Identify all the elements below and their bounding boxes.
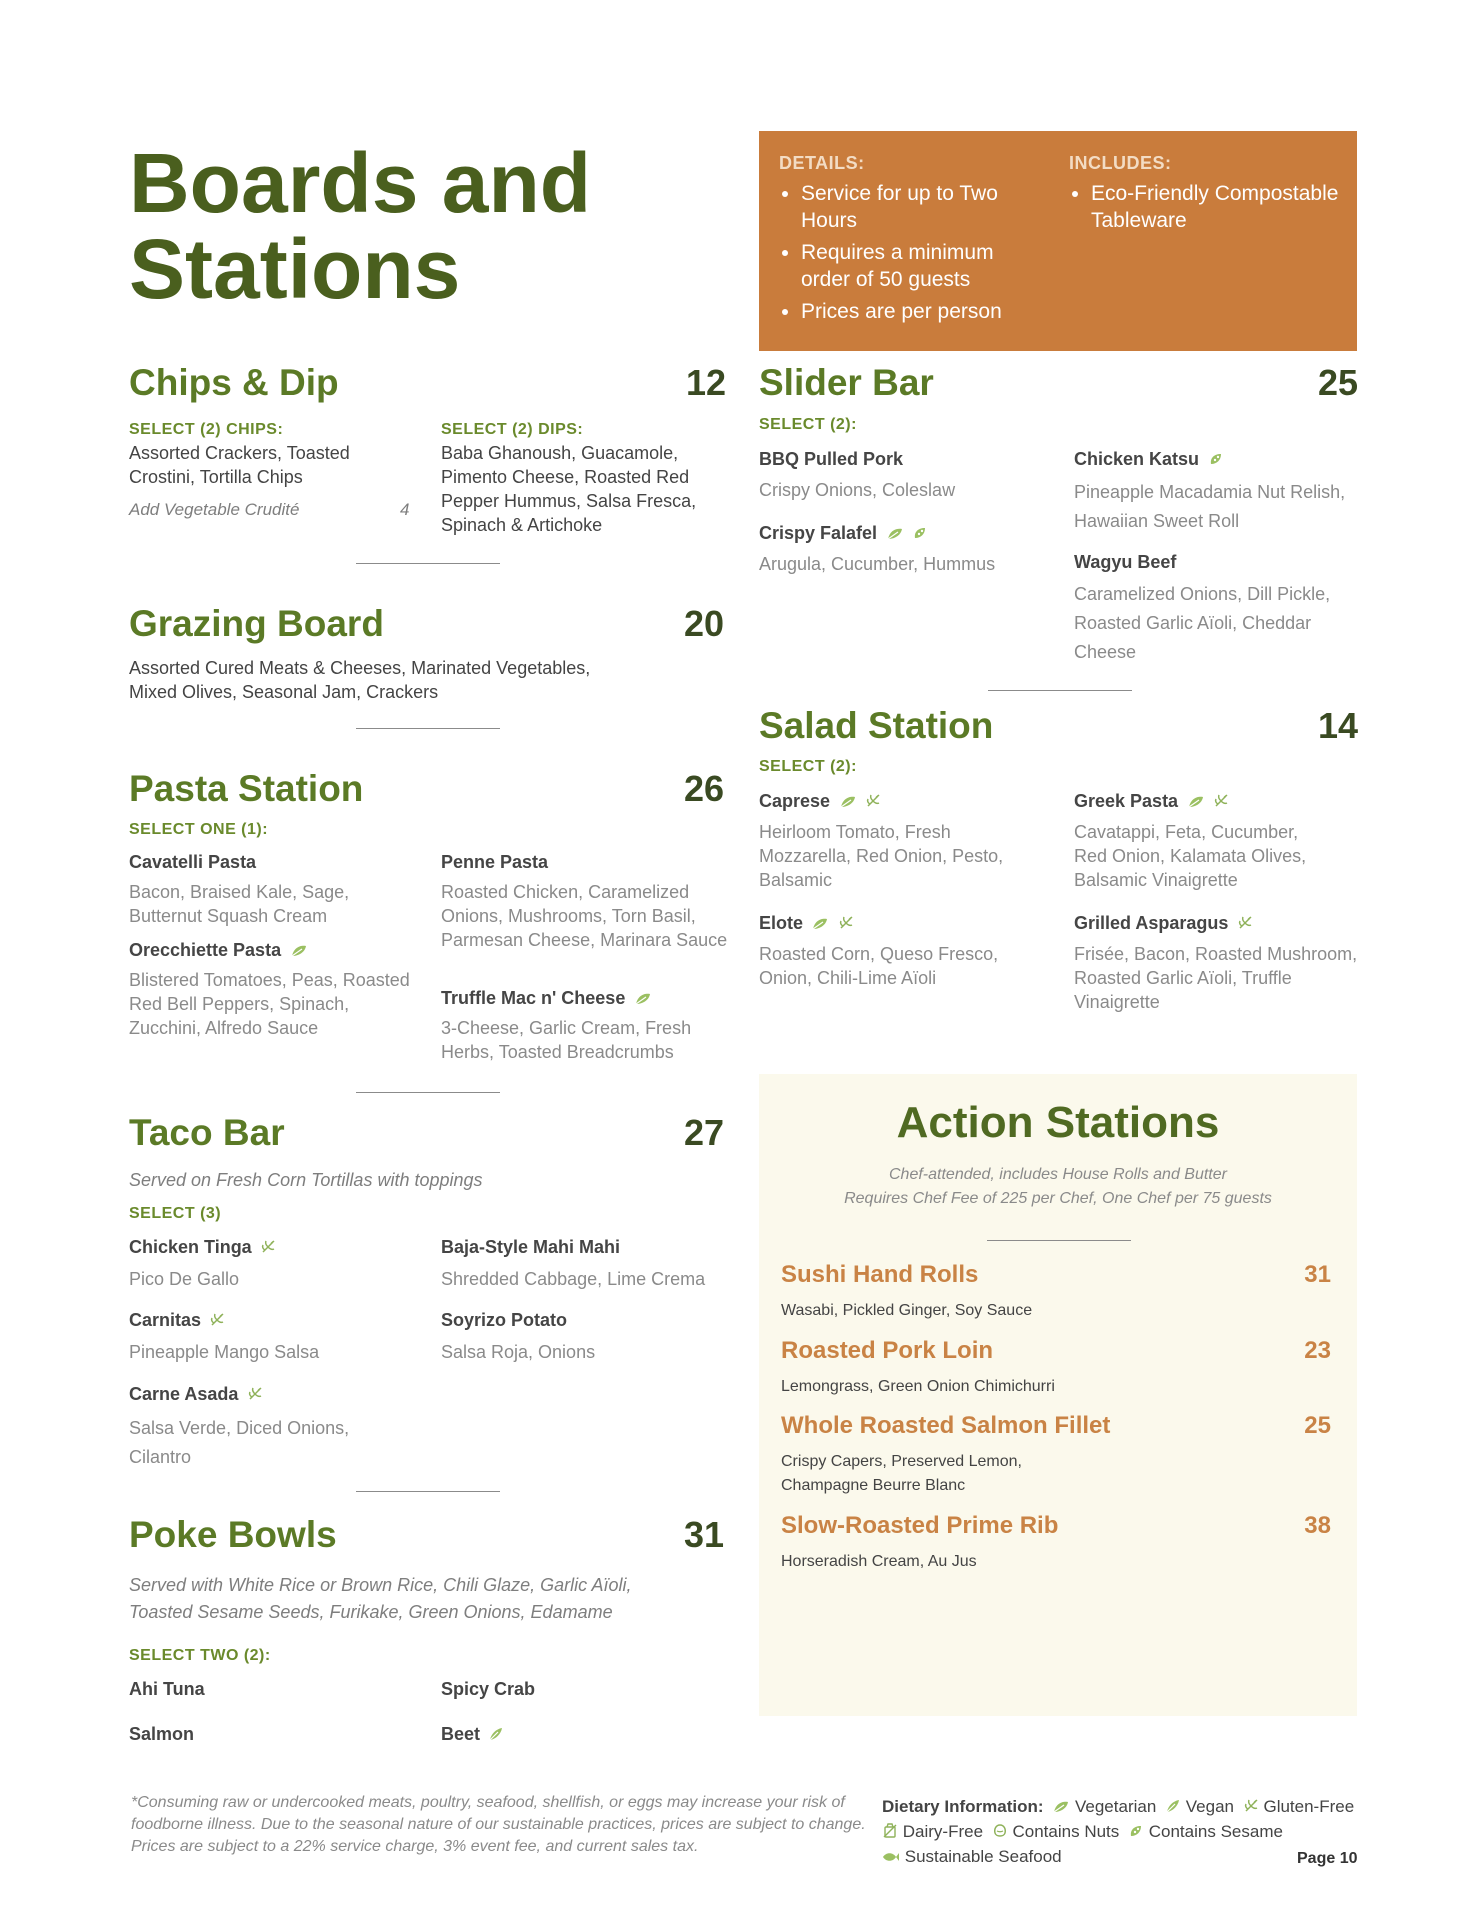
slider-title: Slider Bar — [759, 362, 934, 403]
legend-sesame: Contains Sesame — [1148, 1822, 1283, 1841]
dairy-free-icon — [882, 1823, 898, 1839]
action-item-price: 23 — [1304, 1337, 1331, 1364]
legend-dairy-free: Dairy-Free — [902, 1822, 984, 1841]
slider-item-name: BBQ Pulled Pork — [759, 449, 904, 469]
slider-item-desc: Crispy Onions, Coleslaw — [759, 480, 956, 500]
gluten-free-icon — [865, 793, 881, 809]
grazing-text: Assorted Cured Meats & Cheeses, Marinated Vegetables, Mixed Olives, Seasonal Jam, Crackers — [129, 658, 591, 702]
salad-item — [759, 791, 881, 812]
includes-heading: INCLUDES: — [1069, 153, 1172, 173]
vegetarian-icon — [886, 527, 904, 541]
salad-item — [1074, 791, 1229, 812]
pasta-item — [441, 988, 652, 1009]
salad-item-name: Greek Pasta — [1074, 791, 1179, 811]
salad-item-name: Caprese — [759, 791, 831, 811]
action-title: Action Stations — [896, 1098, 1220, 1147]
salad-price: 14 — [1318, 705, 1359, 746]
grazing-price: 20 — [684, 603, 725, 644]
slider-price: 25 — [1318, 362, 1359, 403]
salad-item — [1074, 913, 1253, 934]
slider-label: SELECT (2): — [759, 416, 857, 433]
action-item-price: 38 — [1304, 1512, 1331, 1539]
dietary-label: Dietary Information: — [882, 1797, 1044, 1816]
taco-price: 27 — [684, 1112, 725, 1153]
taco-item — [129, 1310, 225, 1331]
gluten-free-icon — [1237, 915, 1253, 931]
action-subtitle: Requires Chef Fee of 225 per Chef, One Chef per 75 guests — [844, 1190, 1272, 1207]
sesame-icon — [912, 525, 928, 541]
divider — [356, 1491, 500, 1492]
divider — [356, 563, 500, 564]
gluten-free-icon — [1213, 793, 1229, 809]
vegan-icon — [1165, 1798, 1181, 1814]
taco-item-name: Soyrizo Potato — [441, 1310, 568, 1330]
details-item: • Prices are per person — [801, 298, 1029, 325]
chips-text: Assorted Crackers, Toasted Crostini, Tortilla Chips — [129, 443, 350, 487]
salad-item-name: Elote — [759, 913, 804, 933]
salad-item-name: Grilled Asparagus — [1074, 913, 1229, 933]
gluten-free-icon — [209, 1312, 225, 1328]
poke-title: Poke Bowls — [129, 1514, 337, 1555]
taco-title: Taco Bar — [129, 1112, 285, 1153]
taco-item — [129, 1237, 276, 1258]
legend-nuts: Contains Nuts — [1012, 1822, 1120, 1841]
taco-item-name: Carne Asada — [129, 1384, 239, 1404]
action-item — [781, 1512, 1331, 1574]
divider — [356, 728, 500, 729]
slider-item-desc: Caramelized Onions, Dill Pickle, Roasted Garlic Aïoli, Cheddar Cheese — [1074, 584, 1331, 662]
divider — [988, 690, 1132, 691]
slider-item — [759, 523, 928, 544]
pasta-item-name: Cavatelli Pasta — [129, 852, 257, 872]
legend-gluten-free: Gluten-Free — [1263, 1797, 1355, 1816]
legend-seafood: Sustainable Seafood — [904, 1847, 1062, 1866]
dips-label: SELECT (2) DIPS: — [441, 421, 584, 438]
slider-item-name: Chicken Katsu — [1074, 449, 1200, 469]
salad-label: SELECT (2): — [759, 758, 857, 775]
legend-vegetarian: Vegetarian — [1075, 1797, 1157, 1816]
slider-item — [1074, 449, 1224, 470]
nuts-icon — [992, 1823, 1008, 1839]
action-item-desc: Lemongrass, Green Onion Chimichurri — [781, 1378, 1055, 1395]
legend-vegan: Vegan — [1185, 1797, 1234, 1816]
pasta-item-name: Truffle Mac n' Cheese — [441, 988, 626, 1008]
poke-label: SELECT TWO (2): — [129, 1647, 271, 1664]
action-item-name: Slow-Roasted Prime Rib — [781, 1512, 1059, 1539]
taco-item-desc: Shredded Cabbage, Lime Crema — [441, 1269, 706, 1289]
pasta-label: SELECT ONE (1): — [129, 821, 269, 838]
taco-item-desc: Salsa Verde, Diced Onions, Cilantro — [129, 1418, 350, 1467]
action-item-price: 25 — [1304, 1412, 1331, 1439]
vegetarian-icon — [1052, 1800, 1070, 1814]
title-line-2: Stations — [129, 222, 461, 316]
details-column — [779, 153, 1029, 330]
action-item-price: 31 — [1304, 1261, 1331, 1288]
action-item-name: Sushi Hand Rolls — [781, 1261, 979, 1288]
crudite-addon: Add Vegetable Crudité — [129, 500, 300, 519]
action-item-desc: Crispy Capers, Preserved Lemon, Champagne Beurre Blanc — [781, 1453, 1022, 1494]
vegan-icon — [488, 1726, 504, 1742]
pasta-item-name: Orecchiette Pasta — [129, 940, 282, 960]
action-item-name: Roasted Pork Loin — [781, 1337, 994, 1364]
page-title — [129, 136, 689, 316]
dietary-legend — [882, 1794, 1362, 1869]
gluten-free-icon — [838, 915, 854, 931]
slider-item-desc: Pineapple Macadamia Nut Relish, Hawaiian Sweet Roll — [1074, 482, 1346, 531]
poke-item: Ahi Tuna — [129, 1679, 205, 1699]
pasta-item-desc: Roasted Chicken, Caramelized Onions, Mushrooms, Torn Basil, Parmesan Cheese, Marinara Sauce — [441, 882, 728, 950]
taco-item-desc: Pico De Gallo — [129, 1269, 240, 1289]
includes-item: • Eco-Friendly Compostable Tableware — [1091, 180, 1339, 234]
details-box — [759, 131, 1357, 351]
pasta-item-name: Penne Pasta — [441, 852, 549, 872]
chips-dip-title: Chips & Dip — [129, 362, 339, 403]
pasta-item — [129, 940, 308, 961]
grazing-title: Grazing Board — [129, 603, 384, 644]
action-subtitle: Chef-attended, includes House Rolls and Butter — [889, 1166, 1227, 1183]
seafood-icon — [882, 1850, 900, 1864]
title-line-1: Boards and — [129, 136, 592, 230]
sesame-icon — [1128, 1823, 1144, 1839]
action-item-desc: Wasabi, Pickled Ginger, Soy Sauce — [781, 1302, 1033, 1319]
pasta-price: 26 — [684, 768, 725, 809]
poke-item: Beet — [441, 1724, 481, 1744]
pasta-title: Pasta Station — [129, 768, 364, 809]
poke-item: Salmon — [129, 1724, 195, 1744]
poke-intro: Served with White Rice or Brown Rice, Chili Glaze, Garlic Aïoli, Toasted Sesame Seeds, Furikake, Green Onions, Edamame — [129, 1575, 632, 1622]
poke-price: 31 — [684, 1514, 725, 1555]
taco-intro: Served on Fresh Corn Tortillas with toppings — [129, 1170, 483, 1190]
dips-text: Baba Ghanoush, Guacamole, Pimento Cheese, Roasted Red Pepper Hummus, Salsa Fresca, Spinach & Artichoke — [441, 443, 697, 535]
salad-title: Salad Station — [759, 705, 994, 746]
action-item — [781, 1261, 1331, 1323]
crudite-price: 4 — [400, 500, 410, 519]
page-number: Page 10 — [1297, 1850, 1358, 1867]
salad-item-desc: Cavatappi, Feta, Cucumber, Red Onion, Kalamata Olives, Balsamic Vinaigrette — [1074, 822, 1307, 890]
divider — [987, 1240, 1131, 1241]
action-item — [781, 1337, 1331, 1399]
vegetarian-icon — [634, 992, 652, 1006]
taco-item — [129, 1384, 263, 1405]
vegetarian-icon — [839, 795, 857, 809]
action-item-desc: Horseradish Cream, Au Jus — [781, 1553, 977, 1570]
action-item — [781, 1412, 1331, 1498]
taco-item-name: Baja-Style Mahi Mahi — [441, 1237, 621, 1257]
vegetarian-icon — [1187, 795, 1205, 809]
chips-dip-price: 12 — [686, 362, 727, 403]
gluten-free-icon — [1243, 1798, 1259, 1814]
chips-label: SELECT (2) CHIPS: — [129, 421, 284, 438]
vegetarian-icon — [290, 944, 308, 958]
taco-item-name: Carnitas — [129, 1310, 202, 1330]
includes-column — [1069, 153, 1339, 239]
details-item: • Service for up to Two Hours — [801, 180, 1029, 234]
taco-item-name: Chicken Tinga — [129, 1237, 252, 1257]
slider-item-name: Crispy Falafel — [759, 523, 878, 543]
gluten-free-icon — [247, 1386, 263, 1402]
taco-item-desc: Salsa Roja, Onions — [441, 1342, 596, 1362]
vegetarian-icon — [811, 917, 829, 931]
salad-item-desc: Heirloom Tomato, Fresh Mozzarella, Red Onion, Pesto, Balsamic — [759, 822, 1004, 890]
action-stations-box — [759, 1074, 1357, 1716]
gluten-free-icon — [260, 1239, 276, 1255]
taco-item-desc: Pineapple Mango Salsa — [129, 1342, 320, 1362]
salad-item-desc: Roasted Corn, Queso Fresco, Onion, Chili-Lime Aïoli — [759, 944, 999, 988]
details-heading: DETAILS: — [779, 153, 865, 173]
pasta-item-desc: 3-Cheese, Garlic Cream, Fresh Herbs, Toasted Breadcrumbs — [441, 1018, 692, 1062]
details-item: • Requires a minimum order of 50 guests — [801, 239, 1029, 293]
salad-item — [759, 913, 854, 934]
sesame-icon — [1208, 451, 1224, 467]
action-item-name: Whole Roasted Salmon Fillet — [781, 1412, 1111, 1439]
divider — [356, 1092, 500, 1093]
disclaimer: *Consuming raw or undercooked meats, poultry, seafood, shellfish, or eggs may increase your risk of foodborne illness. Due to the seasonal nature of our sustainable practices, prices are subject to change. Prices are subject to a 22% service charge, 3% event fee, and current sales tax. — [131, 1794, 866, 1855]
slider-item-desc: Arugula, Cucumber, Hummus — [759, 554, 996, 574]
poke-item-beet — [441, 1724, 504, 1745]
salad-item-desc: Frisée, Bacon, Roasted Mushroom, Roasted Garlic Aïoli, Truffle Vinaigrette — [1074, 944, 1358, 1012]
pasta-item-desc: Blistered Tomatoes, Peas, Roasted Red Bell Peppers, Spinach, Zucchini, Alfredo Sauce — [129, 970, 410, 1038]
taco-label: SELECT (3) — [129, 1205, 222, 1222]
pasta-item-desc: Bacon, Braised Kale, Sage, Butternut Squash Cream — [129, 882, 350, 926]
slider-item-name: Wagyu Beef — [1074, 552, 1177, 572]
poke-item: Spicy Crab — [441, 1679, 536, 1699]
